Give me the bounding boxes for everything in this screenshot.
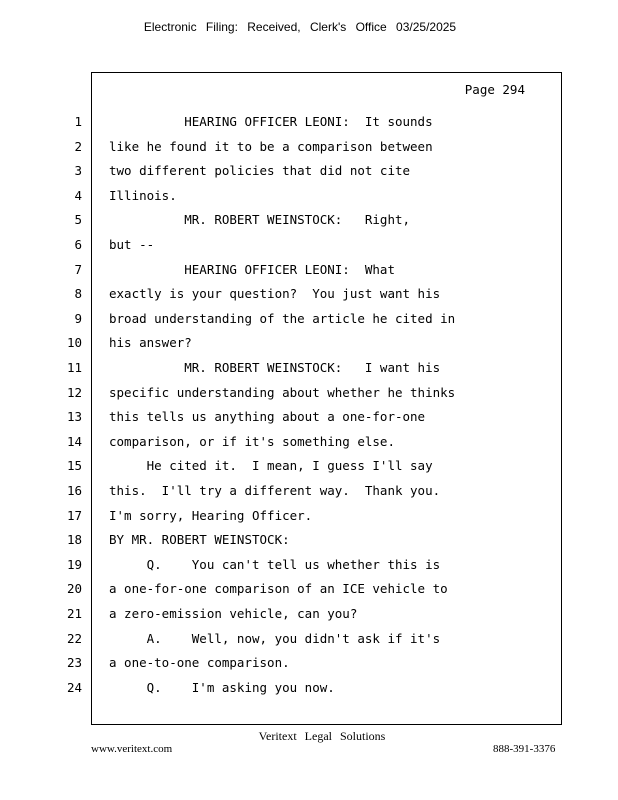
page-number: Page 294 <box>464 82 525 97</box>
transcript-line: Illinois. <box>109 188 177 203</box>
transcript-line: comparison, or if it's something else. <box>109 434 395 449</box>
transcript-line: a one-for-one comparison of an ICE vehicle to <box>109 581 448 596</box>
transcript-line: his answer? <box>109 335 192 350</box>
line-number: 19 <box>66 557 82 572</box>
footer-website: www.veritext.com <box>91 743 173 755</box>
line-number: 2 <box>74 139 82 154</box>
transcript-line: HEARING OFFICER LEONI: What <box>109 262 395 277</box>
line-number: 3 <box>74 163 82 178</box>
transcript-line: Q. I'm asking you now. <box>109 680 335 695</box>
line-number: 9 <box>74 311 82 326</box>
transcript-line: I'm sorry, Hearing Officer. <box>109 508 313 523</box>
line-number: 11 <box>66 360 82 375</box>
transcript-line: but -- <box>109 237 155 252</box>
line-number: 7 <box>74 262 82 277</box>
transcript-line: this tells us anything about a one-for-one <box>109 409 426 424</box>
transcript-line: exactly is your question? You just want his <box>109 286 441 301</box>
transcript-line: He cited it. I mean, I guess I'll say <box>109 458 433 473</box>
transcript-line: a zero-emission vehicle, can you? <box>109 606 358 621</box>
line-number: 8 <box>74 286 82 301</box>
transcript-line: specific understanding about whether he thinks <box>109 385 456 400</box>
transcript-line: like he found it to be a comparison between <box>109 139 433 154</box>
transcript-line: Q. You can't tell us whether this is <box>109 557 441 572</box>
transcript-line: MR. ROBERT WEINSTOCK: Right, <box>109 212 411 227</box>
line-number: 23 <box>66 655 82 670</box>
transcript-line: broad understanding of the article he cited in <box>109 311 456 326</box>
line-number: 12 <box>66 385 82 400</box>
line-number: 15 <box>66 458 82 473</box>
transcript-line: A. Well, now, you didn't ask if it's <box>109 631 441 646</box>
line-number: 1 <box>74 114 82 129</box>
line-number: 4 <box>74 188 82 203</box>
filing-stamp-header: Electronic Filing: Received, Clerk's Office 03/25/2025 <box>143 20 457 34</box>
transcript-line: BY MR. ROBERT WEINSTOCK: <box>109 532 290 547</box>
footer-company: Veritext Legal Solutions <box>258 729 386 743</box>
line-number: 20 <box>66 581 82 596</box>
transcript-line: a one-to-one comparison. <box>109 655 290 670</box>
line-number: 14 <box>66 434 82 449</box>
transcript-line: MR. ROBERT WEINSTOCK: I want his <box>109 360 441 375</box>
line-number: 21 <box>66 606 82 621</box>
line-number: 10 <box>66 335 82 350</box>
line-number: 6 <box>74 237 82 252</box>
footer-phone: 888-391-3376 <box>493 743 556 755</box>
transcript-line: two different policies that did not cite <box>109 163 411 178</box>
line-number: 16 <box>66 483 82 498</box>
line-number: 13 <box>66 409 82 424</box>
transcript-line: HEARING OFFICER LEONI: It sounds <box>109 114 433 129</box>
line-number: 24 <box>66 680 82 695</box>
line-number: 17 <box>66 508 82 523</box>
line-number: 5 <box>74 212 82 227</box>
transcript-line: this. I'll try a different way. Thank you. <box>109 483 441 498</box>
line-number: 18 <box>66 532 82 547</box>
line-number: 22 <box>66 631 82 646</box>
